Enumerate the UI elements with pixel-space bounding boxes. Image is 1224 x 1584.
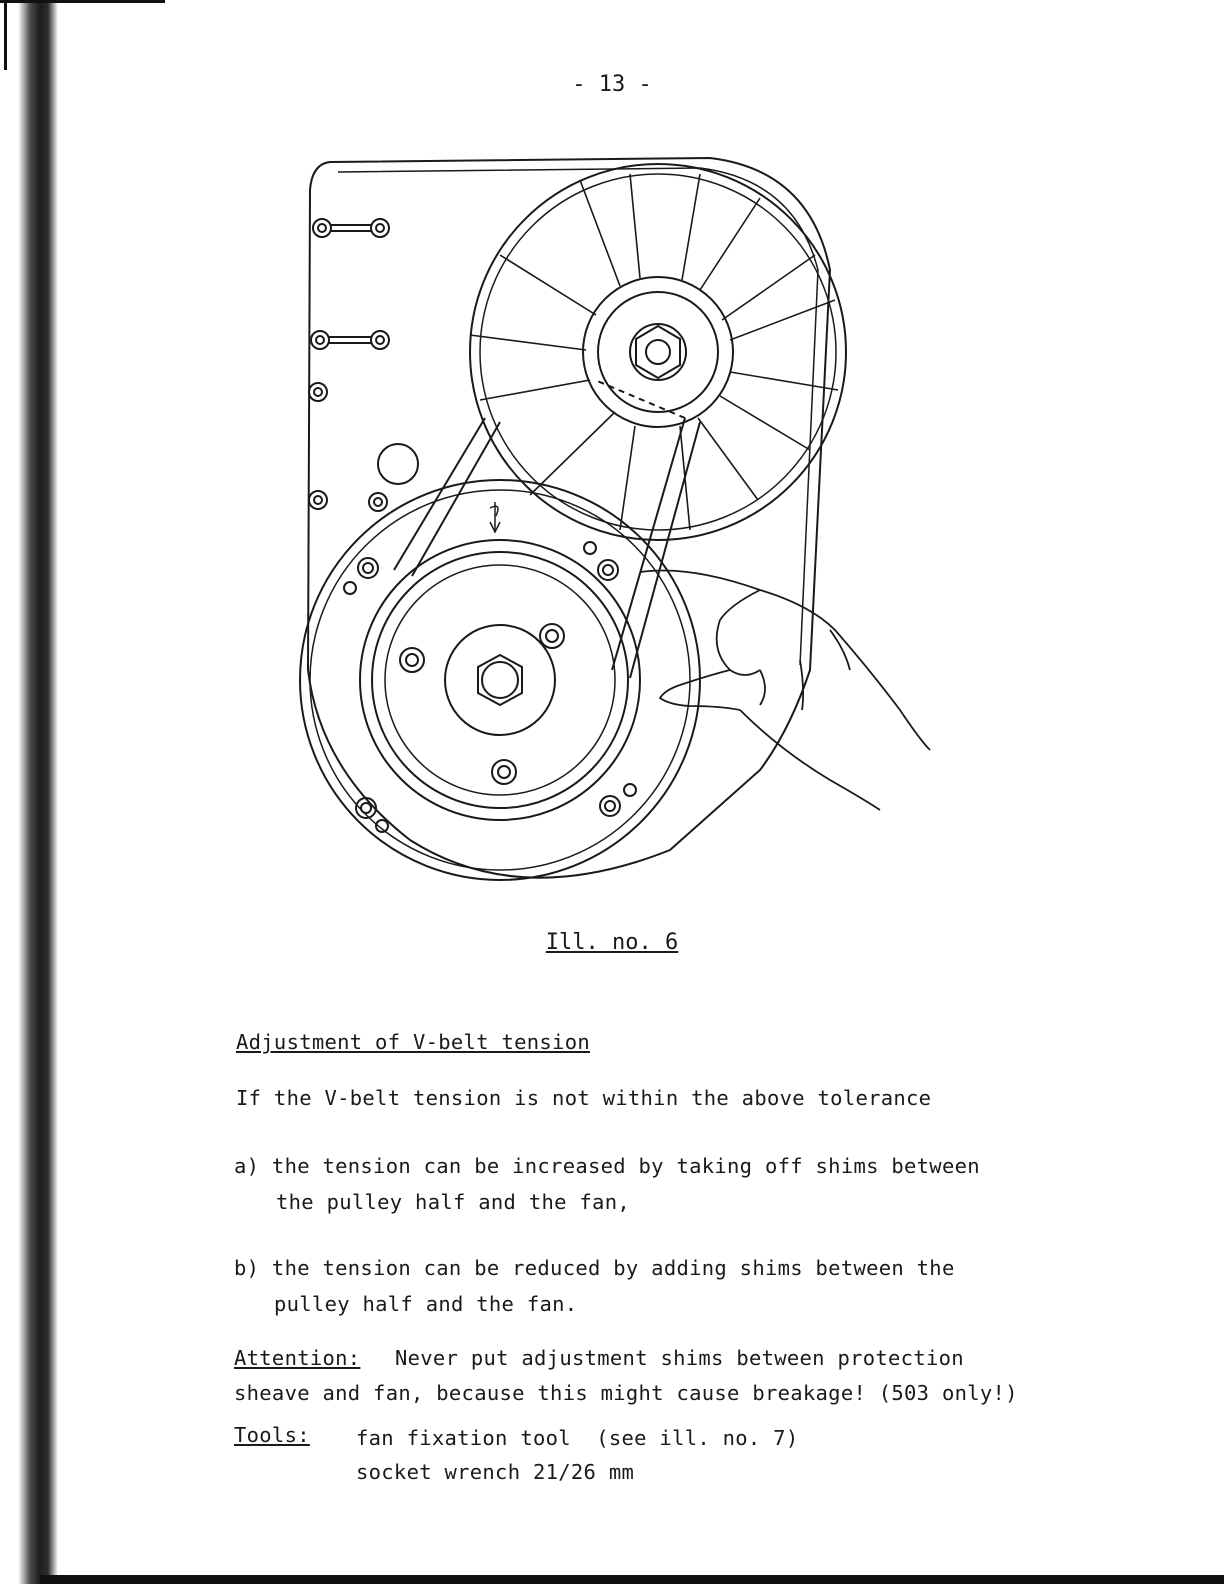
- item-b-line1: b) the tension can be reduced by adding shims between the: [234, 1256, 955, 1280]
- item-a-line2: the pulley half and the fan,: [276, 1190, 630, 1214]
- tools-line2: socket wrench 21/26 mm: [356, 1460, 635, 1484]
- scan-corner-line: [4, 0, 7, 70]
- mounting-holes: [309, 219, 418, 511]
- tools-line1: fan fixation tool (see ill. no. 7): [356, 1426, 799, 1450]
- attention-line2: sheave and fan, because this might cause breakage! (503 only!): [234, 1381, 1018, 1405]
- page-number: - 13 -: [572, 72, 652, 97]
- scan-left-shadow: [0, 0, 58, 1584]
- scan-top-line: [0, 0, 165, 3]
- figure-caption: Ill. no. 6: [545, 930, 679, 955]
- attention-label: Attention:: [234, 1346, 361, 1370]
- item-b-line2: pulley half and the fan.: [274, 1292, 578, 1316]
- intro-text: If the V-belt tension is not within the above tolerance: [236, 1086, 932, 1110]
- scan-bottom-edge: [40, 1575, 1224, 1584]
- item-a-line1: a) the tension can be increased by taking off shims between: [234, 1154, 980, 1178]
- v-belt-drive-illustration: [290, 150, 950, 890]
- tools-label: Tools:: [234, 1423, 310, 1447]
- attention-line1: Never put adjustment shims between protection: [395, 1346, 964, 1370]
- section-heading: Adjustment of V-belt tension: [236, 1030, 590, 1054]
- fan-wheel: [470, 164, 846, 540]
- deflection-marker: [490, 502, 500, 532]
- hand-drawing: [640, 570, 930, 810]
- housing-inner-line: [338, 168, 818, 665]
